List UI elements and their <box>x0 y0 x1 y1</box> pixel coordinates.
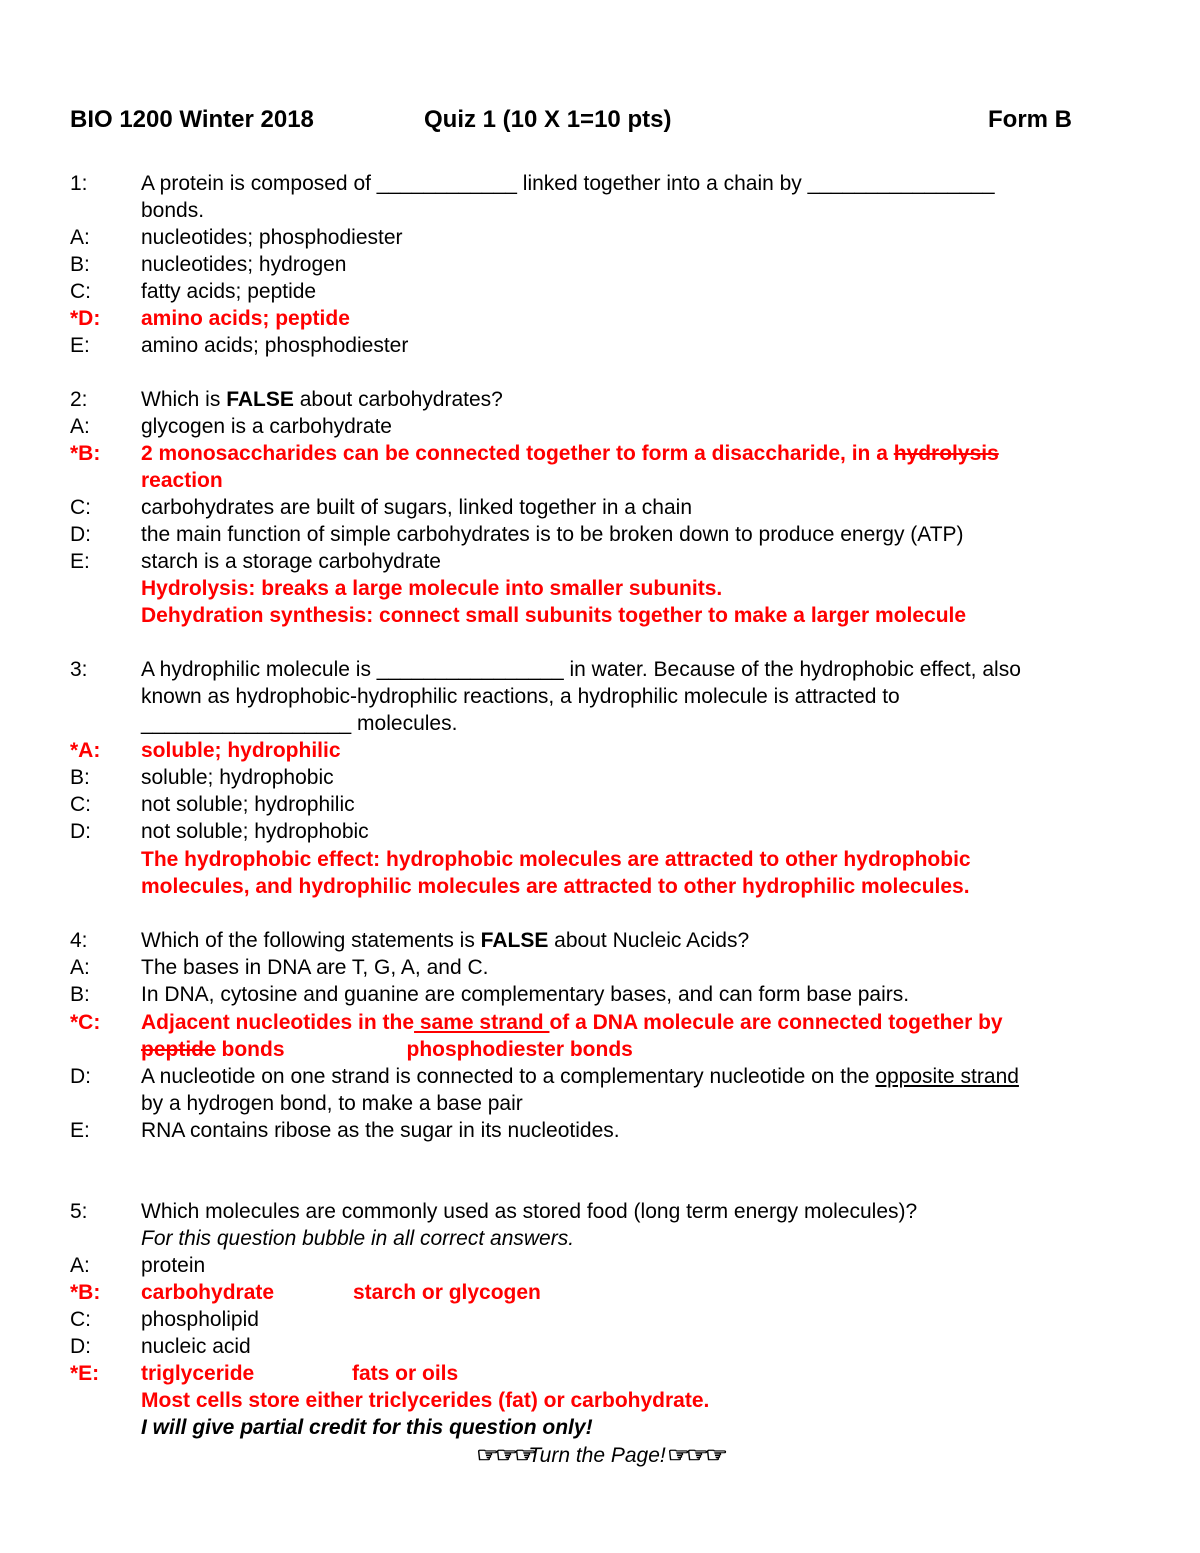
quiz-header <box>70 106 1130 138</box>
option-extra: fats or oils <box>352 1362 459 1385</box>
option-label: A: <box>70 226 90 249</box>
option-text: carbohydrate <box>141 1281 275 1304</box>
option-label: D: <box>70 820 91 843</box>
option-label: *C: <box>70 1011 101 1034</box>
option-text: phospholipid <box>141 1308 259 1331</box>
pointing-hand-icon: ☞☞☞ <box>666 1444 724 1467</box>
option-text: soluble; hydrophobic <box>141 766 334 789</box>
underlined-text: same strand <box>414 1011 550 1034</box>
question-number: 5: <box>70 1200 88 1223</box>
turn-page-footer <box>0 1442 1200 1469</box>
question-stem: __________________ molecules. <box>141 712 458 735</box>
option-text: The bases in DNA are T, G, A, and C. <box>141 956 489 979</box>
option-text: Adjacent nucleotides in the same strand of a DNA molecule are connected together by <box>141 1011 1003 1034</box>
question-stem: Which is FALSE about carbohydrates? <box>141 388 503 411</box>
option-label: A: <box>70 415 90 438</box>
struck-text: hydrolysis <box>893 442 999 465</box>
option-label: C: <box>70 496 91 519</box>
option-label: B: <box>70 766 90 789</box>
course-title: BIO 1200 Winter 2018 <box>70 106 314 133</box>
option-label: *E: <box>70 1362 100 1385</box>
option-text: not soluble; hydrophobic <box>141 820 369 843</box>
option-text: amino acids; phosphodiester <box>141 334 409 357</box>
option-label: B: <box>70 253 90 276</box>
option-label: E: <box>70 334 90 357</box>
struck-text: peptide <box>141 1038 216 1061</box>
option-text: nucleotides; hydrogen <box>141 253 347 276</box>
question-number: 1: <box>70 172 88 195</box>
underlined-text: opposite strand <box>875 1065 1019 1088</box>
option-text: peptide bonds phosphodiester bonds <box>141 1038 633 1061</box>
option-text: nucleotides; phosphodiester <box>141 226 403 249</box>
option-text: nucleic acid <box>141 1335 251 1358</box>
option-text: glycogen is a carbohydrate <box>141 415 392 438</box>
option-text: by a hydrogen bond, to make a base pair <box>141 1092 523 1115</box>
option-label: D: <box>70 1335 91 1358</box>
option-label: *A: <box>70 739 101 762</box>
option-label: C: <box>70 1308 91 1331</box>
option-text: A nucleotide on one strand is connected to a complementary nucleotide on the opposite strand <box>141 1065 1019 1088</box>
option-text: 2 monosaccharides can be connected together to form a disaccharide, in a hydrolysis <box>141 442 999 465</box>
option-label: E: <box>70 1119 90 1142</box>
question-number: 2: <box>70 388 88 411</box>
option-label: C: <box>70 280 91 303</box>
option-text: carbohydrates are built of sugars, linked together in a chain <box>141 496 692 519</box>
option-text: In DNA, cytosine and guanine are complementary bases, and can form base pairs. <box>141 983 910 1006</box>
question-stem: Which of the following statements is FALSE about Nucleic Acids? <box>141 929 750 952</box>
option-label: *B: <box>70 442 101 465</box>
pointing-hand-icon: ☞☞☞ <box>476 1444 534 1467</box>
option-text: starch is a storage carbohydrate <box>141 550 441 573</box>
option-text: soluble; hydrophilic <box>141 739 341 762</box>
option-text: protein <box>141 1254 206 1277</box>
option-text: fatty acids; peptide <box>141 280 317 303</box>
form-label: Form B <box>988 106 1072 133</box>
question-stem: Which molecules are commonly used as stored food (long term energy molecules)? <box>141 1200 918 1223</box>
option-label: *D: <box>70 307 101 330</box>
question-number: 3: <box>70 658 88 681</box>
option-label: A: <box>70 1254 90 1277</box>
option-label: D: <box>70 1065 91 1088</box>
option-text: amino acids; peptide <box>141 307 350 330</box>
option-label: A: <box>70 956 90 979</box>
quiz-page: BIO 1200 Winter 2018 Quiz 1 (10 X 1=10 pts) Form B 1: A protein is composed of ____________ linked together into a chain by ________________ bonds. A: nucleotides; phosphodiester B: nucleotides; hydrogen C: fatty acids; peptide *D: amino acids; peptide E: amino acids; phosphodiester 2: Which is FALSE about carbohydrates? A: glycogen is a carbohydrate *B: 2 monosaccharides can be connected together to form a disaccharide, in a hydrolysis reaction C: carbohydrates are built of sugars, linked together in a chain D: the main function of simple carbohydrates is to be broken down to produce energy (ATP) E: starch is a storage carbohydrate Hydrolysis: breaks a large molecule into smaller subunits. Dehydration synthesis: connect small subunits together to make a larger molecule 3: A hydrophilic molecule is ________________ in water. Because of the hydrophobic effect, also known as hydrophobic-hydrophilic reactions, a hydrophilic molecule is attracted to __________________ molecules. *A: soluble; hydrophilic B: soluble; hydrophobic C: not soluble; hydrophilic D: not soluble; hydrophobic The hydrophobic effect: hydrophobic molecules are attracted to other hydrophobic molecules, and hydrophilic molecules are attracted to other hydrophilic molecules. 4: Which of the following statements is FALSE about Nucleic Acids? A: The bases in DNA are T, G, A, and C. B: In DNA, cytosine and guanine are complementary bases, and can form base pairs. *C: Adjacent nucleotides in the same strand of a DNA molecule are connected together by peptide bonds phosphodiester bonds D: A nucleotide on one strand is connected to a complementary nucleotide on the opposite strand by a hydrogen bond, to make a base pair E: RNA contains ribose as the sugar in its nucleotides. 5: Which molecules are commonly used as stored food (long term energy molecules)? For this question bubble in all correct answers. A: protein *B: carbohydrate starch or glycogen C: phospholipid D: nucleic acid *E: triglyceride fats or oils Most cells store either triclycerides (fat) or carbohydrate. I will give partial credit for this question only! ☞☞☞Turn the Page! ☞☞☞ <box>0 0 1200 1553</box>
option-text: triglyceride <box>141 1362 255 1385</box>
option-label: E: <box>70 550 90 573</box>
question-number: 4: <box>70 929 88 952</box>
question-stem: A protein is composed of ____________ linked together into a chain by ________________ <box>141 172 995 195</box>
question-stem: bonds. <box>141 199 205 222</box>
option-label: D: <box>70 523 91 546</box>
option-text: reaction <box>141 469 223 492</box>
option-text: RNA contains ribose as the sugar in its nucleotides. <box>141 1119 620 1142</box>
option-label: B: <box>70 983 90 1006</box>
option-extra: starch or glycogen <box>353 1281 541 1304</box>
question-stem: known as hydrophobic-hydrophilic reactions, a hydrophilic molecule is attracted to <box>141 685 900 708</box>
quiz-title: Quiz 1 (10 X 1=10 pts) <box>424 106 672 133</box>
turn-page-text: Turn the Page! <box>528 1444 666 1467</box>
question-stem: A hydrophilic molecule is ________________ in water. Because of the hydrophobic effect, also <box>141 658 1021 681</box>
option-text: the main function of simple carbohydrates is to be broken down to produce energy (ATP) <box>141 523 964 546</box>
option-text: not soluble; hydrophilic <box>141 793 355 816</box>
option-label: C: <box>70 793 91 816</box>
option-label: *B: <box>70 1281 101 1304</box>
